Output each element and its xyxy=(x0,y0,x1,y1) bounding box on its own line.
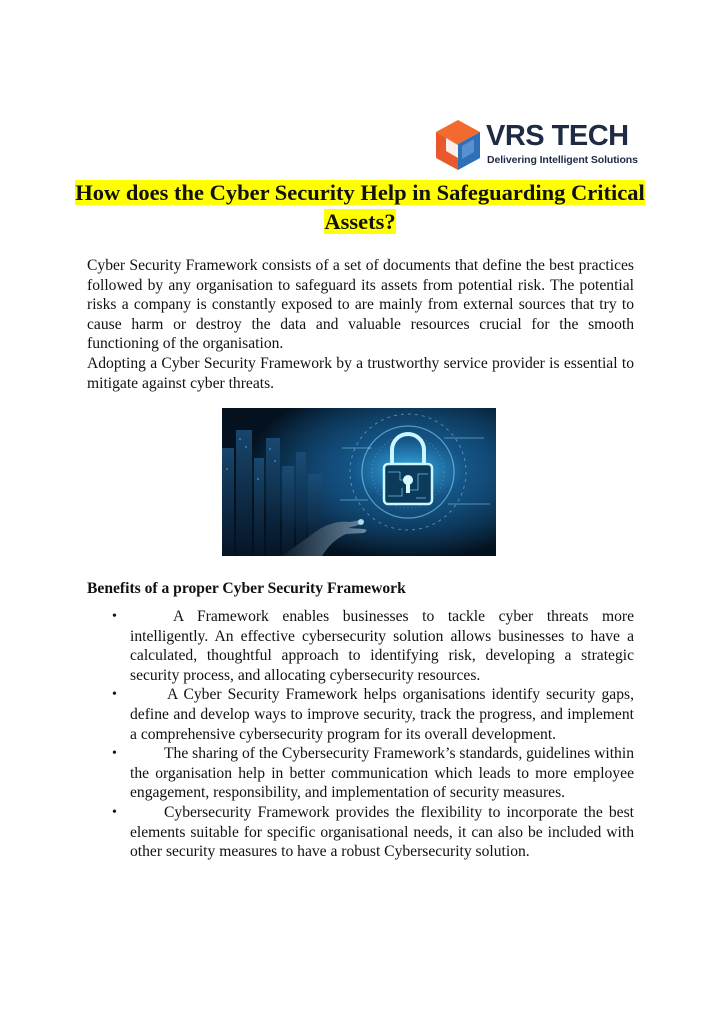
cyber-security-image xyxy=(222,408,496,556)
benefit-text: Cybersecurity Framework provides the flexibility to incorporate the best elements suitable for specific organisational needs, it can also be included with other security measures to have a robust Cybersecurity solution. xyxy=(130,803,634,861)
page-title-text: How does the Cyber Security Help in Safeguarding Critical Assets? xyxy=(75,180,645,234)
intro-paragraph: Cyber Security Framework consists of a set of documents that define the best practices followed by any organisation to safeguard its assets from potential risk. The potential risks a company is constantly exposed to are mainly from external sources that try to cause harm or destroy the data and valuable resources crucial for the smooth functioning of the organisation. xyxy=(87,257,634,353)
benefits-heading: Benefits of a proper Cyber Security Framework xyxy=(87,580,406,597)
benefits-list xyxy=(87,607,634,862)
benefit-text: The sharing of the Cybersecurity Framework’s standards, guidelines within the organisation help in better communication which leads to more employee engagement, responsibility, and implementation of security measures. xyxy=(130,745,634,802)
intro-paragraph: Adopting a Cyber Security Framework by a trustworthy service provider is essential to mitigate against cyber threats. xyxy=(87,354,634,392)
list-item xyxy=(87,803,634,862)
vrs-tech-logo xyxy=(432,118,638,172)
page-title xyxy=(60,178,660,236)
bullet-icon: • xyxy=(112,804,117,820)
list-item xyxy=(87,744,634,803)
benefit-text: A Cyber Security Framework helps organisations identify security gaps, define and develop ways to improve security, track the progress, and implement a comprehensive cybersecurity program for its overall development. xyxy=(130,686,634,743)
bullet-icon: • xyxy=(112,746,117,762)
logo-cube-icon xyxy=(432,118,484,172)
list-item xyxy=(87,607,634,685)
bullet-icon: • xyxy=(112,687,117,703)
brand-tagline: Delivering Intelligent Solutions xyxy=(487,154,638,166)
benefit-text: A Framework enables businesses to tackle cyber threats more intelligently. An effective cybersecurity solution allows businesses to have a calculated, thoughtful approach to identifying risk, developing a strategic security process, and allocating cybersecurity resources. xyxy=(130,608,634,684)
intro-section xyxy=(87,256,634,393)
list-item xyxy=(87,685,634,744)
brand-name: VRS TECH xyxy=(486,120,629,152)
bullet-icon: • xyxy=(112,609,117,624)
